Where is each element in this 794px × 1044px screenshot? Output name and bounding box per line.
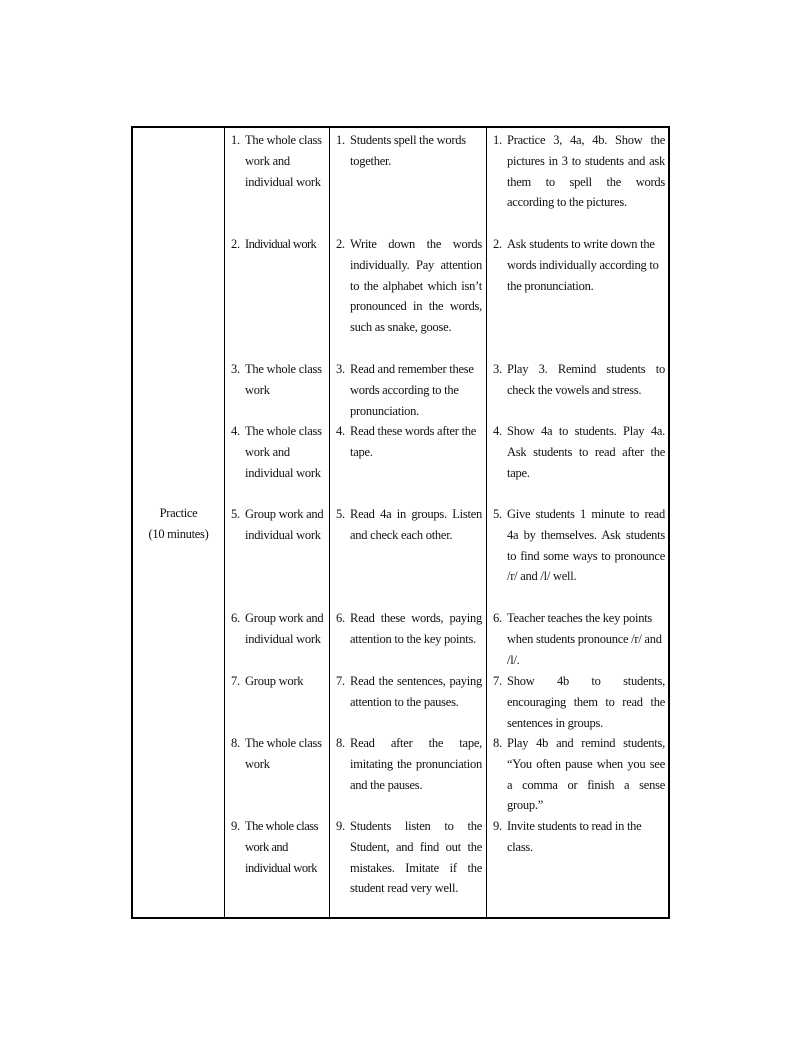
activity-mode: Group work and individual work [245,507,324,542]
teacher-activity-cell: 4. Show 4a to students. Play 4a. Ask students to read after the tape. [493,421,665,483]
student-activity: Read the sentences, paying attention to the pauses. [350,674,482,709]
activity-mode-cell: 7. Group work [231,671,325,692]
column-divider [486,128,487,917]
student-activity: Read after the tape, imitating the pronunciation and the pauses. [350,736,482,792]
student-activity-cell: 8. Read after the tape, imitating the pronunciation and the pauses. [336,733,482,795]
activity-mode-cell: 3. The whole class work [231,359,325,401]
student-activity: Write down the words individually. Pay attention to the alphabet which isn’t pronounced in the words, such as snake, goose. [350,237,482,335]
teacher-activity: Ask students to write down the words individually according to the pronunciation. [507,237,659,293]
activity-mode: The whole class work and individual work [245,133,322,189]
teacher-activity: Practice 3, 4a, 4b. Show the pictures in 3 to students and ask them to spell the words according to the pictures. [507,133,665,210]
activity-mode: Individual work [245,237,317,251]
student-activity-cell: 1. Students spell the words together. [336,130,482,172]
student-activity: Read these words after the tape. [350,424,477,459]
activity-mode-cell: 5. Group work and individual work [231,504,325,546]
student-activity-cell: 2. Write down the words individually. Pay attention to the alphabet which isn’t pronounced in the words, such as snake, goose. [336,234,482,338]
teacher-activity: Play 4b and remind students, “You often pause when you see a comma or finish a sense group.” [507,736,665,813]
student-activity: Read these words, paying attention to the key points. [350,611,482,646]
teacher-activity-cell: 2. Ask students to write down the words individually according to the pronunciation. [493,234,665,296]
section-name: Practice [159,506,198,520]
column-divider [224,128,225,917]
student-activity-cell: 5. Read 4a in groups. Listen and check each other. [336,504,482,546]
teacher-activity-cell: 5. Give students 1 minute to read 4a by themselves. Ask students to find some ways to pronounce /r/ and /l/ well. [493,504,665,587]
student-activity: Read 4a in groups. Listen and check each other. [350,507,482,542]
section-cell [133,503,224,545]
teacher-activity-cell: 8. Play 4b and remind students, “You often pause when you see a comma or finish a sense group.” [493,733,665,816]
teacher-activity-cell: 9. Invite students to read in the class. [493,816,665,858]
activity-mode-cell: 6. Group work and individual work [231,608,325,650]
activity-mode-cell: 2. Individual work [231,234,325,255]
student-activity: Read and remember these words according to the pronunciation. [350,362,474,418]
teacher-activity-cell: 7. Show 4b to students, encouraging them to read the sentences in groups. [493,671,665,733]
activity-mode: The whole class work [245,362,322,397]
teacher-activity-cell: 6. Teacher teaches the key points when students pronounce /r/ and /l/. [493,608,665,670]
student-activity-cell: 4. Read these words after the tape. [336,421,482,463]
activity-mode: Group work and individual work [245,611,324,646]
teacher-activity: Play 3. Remind students to check the vowels and stress. [507,362,665,397]
teacher-activity: Show 4a to students. Play 4a. Ask students to read after the tape. [507,424,665,480]
column-divider [329,128,330,917]
teacher-activity-cell: 1. Practice 3, 4a, 4b. Show the pictures in 3 to students and ask them to spell the words according to the pictures. [493,130,665,213]
teacher-activity-cell: 3. Play 3. Remind students to check the vowels and stress. [493,359,665,401]
activity-mode: Group work [245,674,304,688]
lesson-plan-table [131,126,670,919]
activity-mode: The whole class work and individual work [245,819,319,875]
student-activity-cell: 6. Read these words, paying attention to the key points. [336,608,482,650]
activity-mode: The whole class work [245,736,322,771]
activity-mode: The whole class work and individual work [245,424,322,480]
teacher-activity: Invite students to read in the class. [507,819,642,854]
activity-mode-cell: 8. The whole class work [231,733,325,775]
activity-mode-cell: 9. The whole class work and individual work [231,816,325,878]
activity-mode-cell: 1. The whole class work and individual work [231,130,325,192]
student-activity-cell: 7. Read the sentences, paying attention to the pauses. [336,671,482,713]
activity-mode-cell: 4. The whole class work and individual work [231,421,325,483]
teacher-activity: Give students 1 minute to read 4a by themselves. Ask students to find some ways to pronounce /r/ and /l/ well. [507,507,665,584]
teacher-activity: Show 4b to students, encouraging them to read the sentences in groups. [507,674,665,730]
teacher-activity: Teacher teaches the key points when students pronounce /r/ and /l/. [507,611,662,667]
student-activity: Students listen to the Student, and find out the mistakes. Imitate if the student read very well. [350,819,482,896]
student-activity: Students spell the words together. [350,133,466,168]
student-activity-cell: 3. Read and remember these words according to the pronunciation. [336,359,482,421]
section-duration: (10 minutes) [148,527,209,541]
student-activity-cell: 9. Students listen to the Student, and find out the mistakes. Imitate if the student read very well. [336,816,482,899]
